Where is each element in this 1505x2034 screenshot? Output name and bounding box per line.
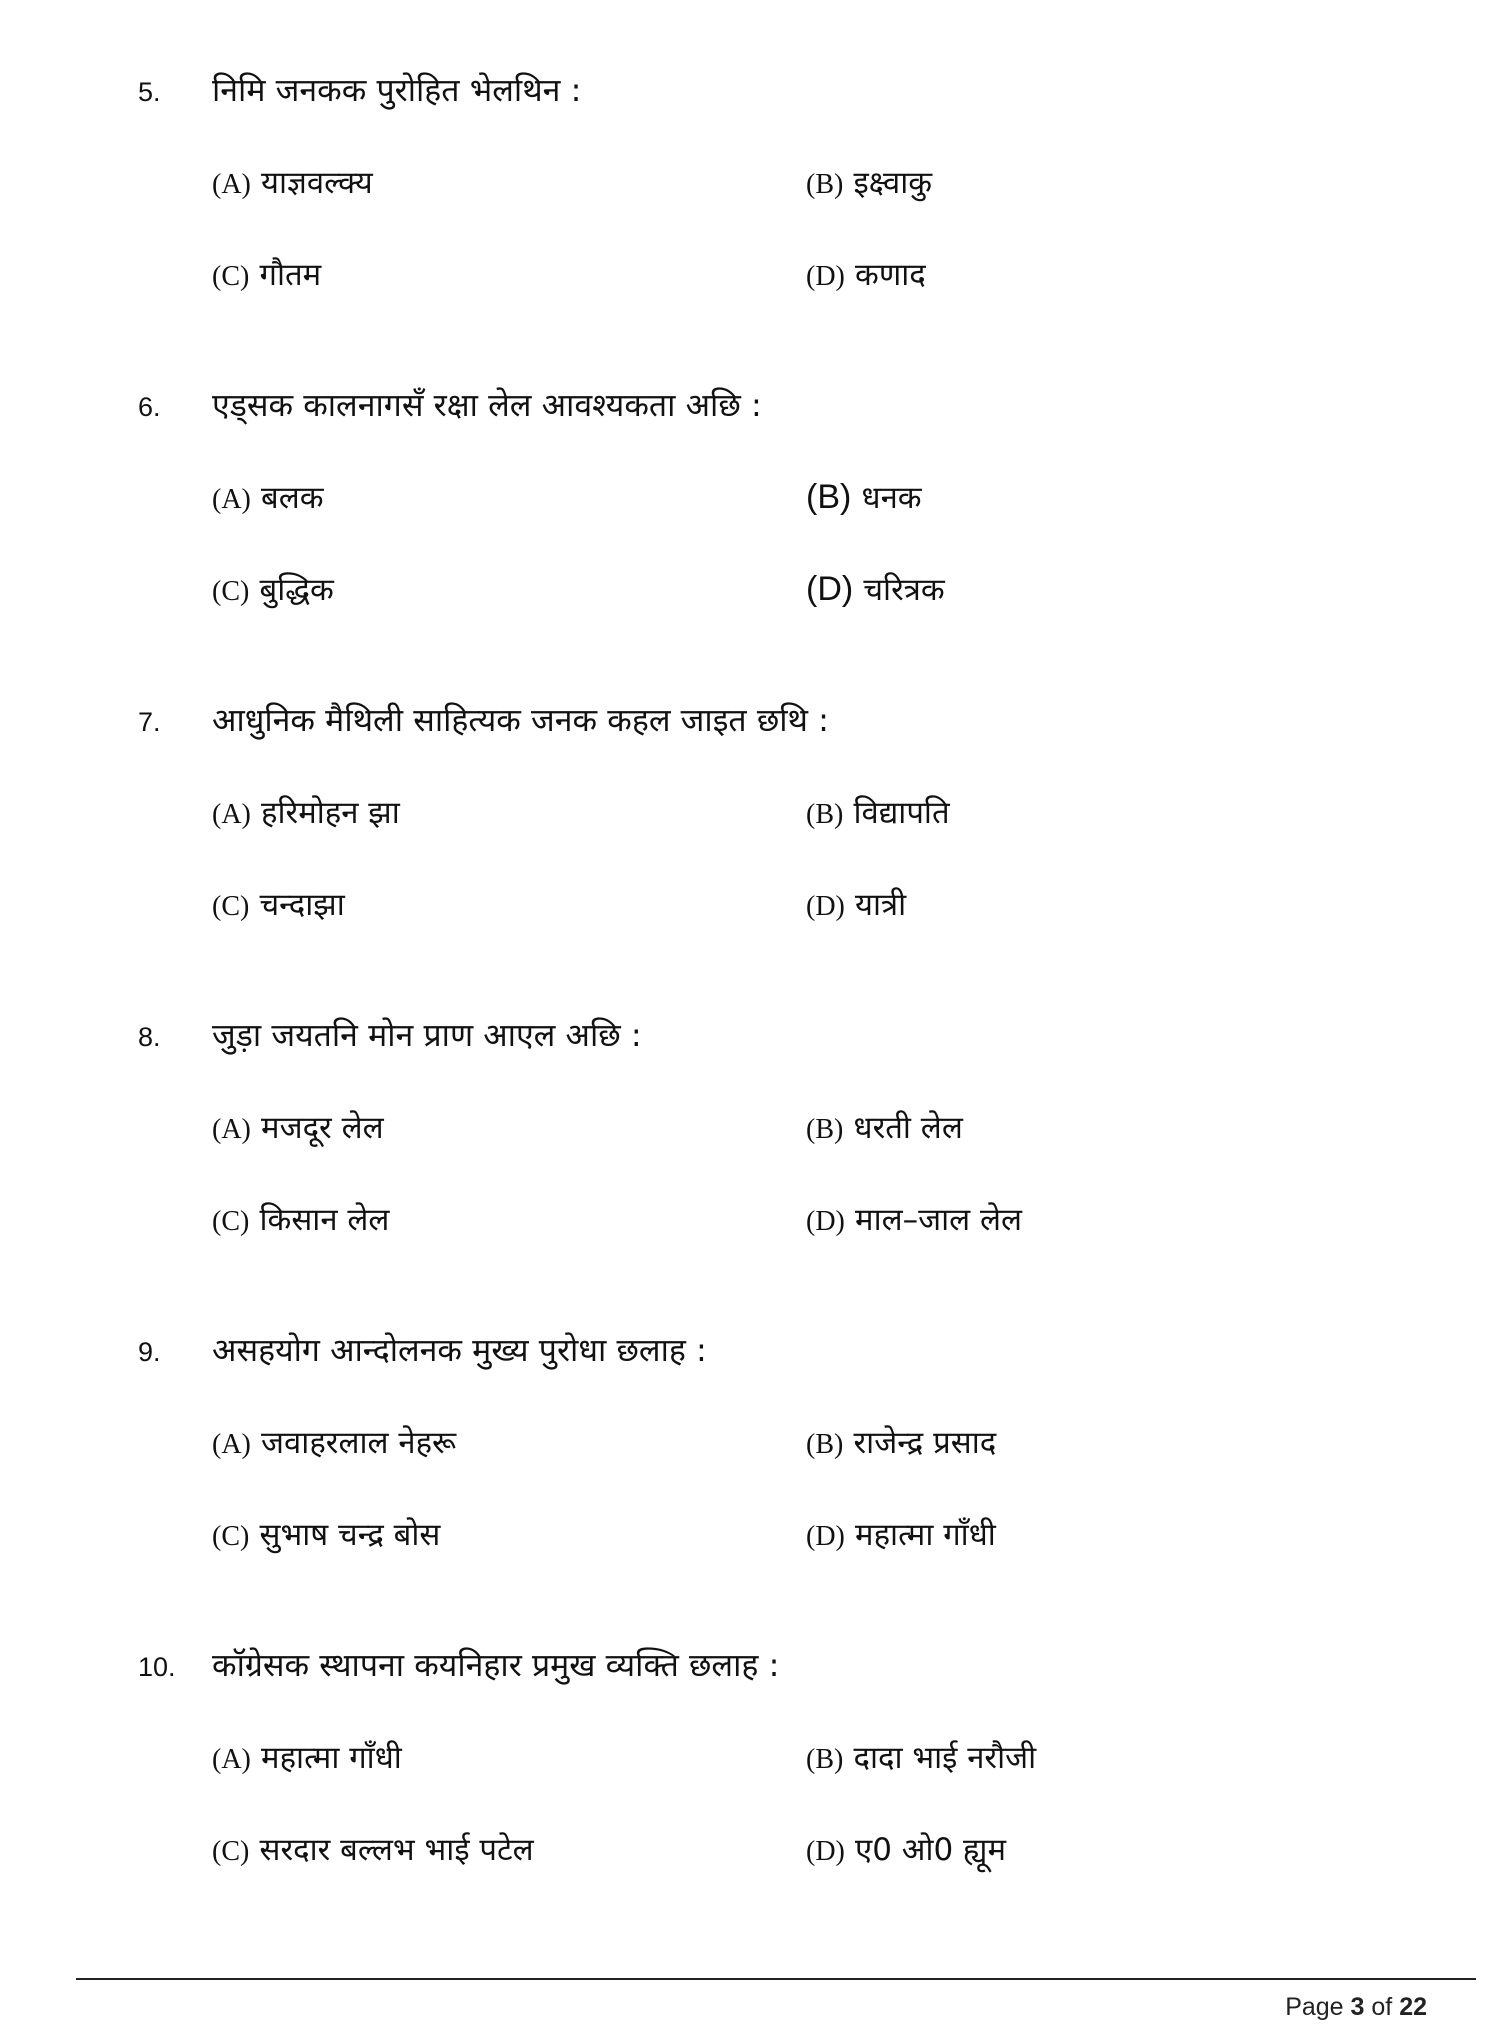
option-d	[806, 567, 945, 612]
option-letter: (B)	[806, 1744, 844, 1775]
option-b	[806, 1735, 1036, 1782]
option-text: बलक	[261, 480, 324, 516]
option-letter: (C)	[212, 1836, 250, 1867]
option-a	[212, 790, 400, 837]
question-number: 9.	[138, 1337, 161, 1367]
option-text: महात्मा गाँधी	[261, 1740, 402, 1776]
page-current: 3	[1350, 1993, 1365, 2021]
option-text: किसान लेल	[259, 1202, 390, 1238]
option-text: हरिमोहन झा	[261, 795, 400, 831]
option-d	[806, 1827, 1006, 1874]
option-letter: (B)	[806, 1429, 844, 1460]
page-total: 22	[1399, 1993, 1427, 2021]
question-6	[0, 387, 1505, 687]
option-a	[212, 1105, 384, 1152]
option-text: धरती लेल	[853, 1110, 963, 1146]
option-text: गौतम	[259, 257, 322, 293]
option-letter: (A)	[212, 1114, 251, 1145]
option-text: दादा भाई नरौजी	[853, 1740, 1037, 1776]
option-b	[806, 475, 922, 520]
question-9	[0, 1332, 1505, 1632]
option-text: बुद्धिक	[259, 572, 334, 608]
question-8	[0, 1017, 1505, 1317]
option-text: सुभाष चन्द्र बोस	[259, 1517, 441, 1553]
option-a	[212, 1735, 402, 1782]
option-letter: (C)	[212, 576, 250, 607]
question-number: 6.	[138, 392, 161, 422]
option-text: चरित्रक	[863, 572, 945, 608]
option-text: महात्मा गाँधी	[855, 1517, 996, 1553]
option-d	[806, 1197, 1022, 1244]
option-letter: (B)	[806, 169, 844, 200]
option-letter: (D)	[806, 891, 845, 922]
option-letter: (A)	[212, 484, 251, 515]
option-b	[806, 1420, 996, 1467]
option-c	[212, 567, 334, 614]
option-d	[806, 252, 926, 299]
footer-divider	[76, 1978, 1476, 1980]
question-number: 5.	[138, 77, 161, 107]
option-text: सरदार बल्लभ भाई पटेल	[259, 1832, 534, 1868]
option-a	[212, 160, 373, 207]
option-c	[212, 1197, 389, 1244]
question-text: एड्सक कालनागसँ रक्षा लेल आवश्यकता अछि :	[212, 386, 762, 424]
option-letter: (D)	[806, 1206, 845, 1237]
question-text: कॉग्रेसक स्थापना कयनिहार प्रमुख व्यक्ति छलाह :	[212, 1646, 780, 1684]
option-text: विद्यापति	[853, 795, 950, 831]
question-7	[0, 702, 1505, 1002]
option-text: ए0 ओ0 ह्यूम	[855, 1832, 1006, 1868]
option-b	[806, 1105, 963, 1152]
option-text: इक्ष्वाकु	[853, 165, 933, 201]
option-text: कणाद	[855, 257, 926, 293]
question-text: असहयोग आन्दोलनक मुख्य पुरोधा छलाह :	[212, 1331, 707, 1369]
option-b	[806, 160, 932, 207]
option-letter: (A)	[212, 799, 251, 830]
question-5	[0, 72, 1505, 372]
option-letter: (C)	[212, 891, 250, 922]
question-text: जुड़ा जयतनि मोन प्राण आएल अछि :	[212, 1016, 642, 1054]
question-10	[0, 1647, 1505, 1947]
option-a	[212, 1420, 456, 1467]
question-number: 7.	[138, 707, 161, 737]
option-text: धनक	[861, 480, 922, 516]
option-letter: (D)	[806, 1521, 845, 1552]
question-text: निमि जनकक पुरोहित भेलथिन :	[212, 71, 582, 109]
option-text: यात्री	[855, 887, 907, 923]
option-a	[212, 475, 324, 522]
option-c	[212, 1512, 440, 1559]
option-text: मजदूर लेल	[261, 1110, 384, 1146]
option-letter: (A)	[212, 1744, 251, 1775]
question-text: आधुनिक मैथिली साहित्यक जनक कहल जाइत छथि :	[212, 701, 829, 739]
option-letter: (D)	[806, 570, 854, 608]
option-letter: (A)	[212, 1429, 251, 1460]
option-letter: (B)	[806, 478, 852, 516]
page-indicator	[1285, 1993, 1427, 2022]
option-letter: (C)	[212, 1521, 250, 1552]
option-letter: (C)	[212, 261, 250, 292]
option-c	[212, 1827, 534, 1874]
option-b	[806, 790, 950, 837]
option-text: माल–जाल लेल	[855, 1202, 1023, 1238]
option-letter: (B)	[806, 799, 844, 830]
option-text: चन्दाझा	[259, 887, 345, 923]
option-letter: (A)	[212, 169, 251, 200]
option-d	[806, 1512, 996, 1559]
option-d	[806, 882, 906, 929]
option-text: याज्ञवल्क्य	[261, 165, 373, 201]
option-text: जवाहरलाल नेहरू	[261, 1425, 457, 1461]
page-prefix: Page	[1285, 1993, 1351, 2021]
question-number: 8.	[138, 1022, 161, 1052]
question-number: 10.	[138, 1652, 176, 1682]
option-c	[212, 882, 345, 929]
option-letter: (C)	[212, 1206, 250, 1237]
option-letter: (B)	[806, 1114, 844, 1145]
page-separator: of	[1364, 1993, 1400, 2021]
option-text: राजेन्द्र प्रसाद	[853, 1425, 997, 1461]
option-c	[212, 252, 321, 299]
option-letter: (D)	[806, 261, 845, 292]
option-letter: (D)	[806, 1836, 845, 1867]
